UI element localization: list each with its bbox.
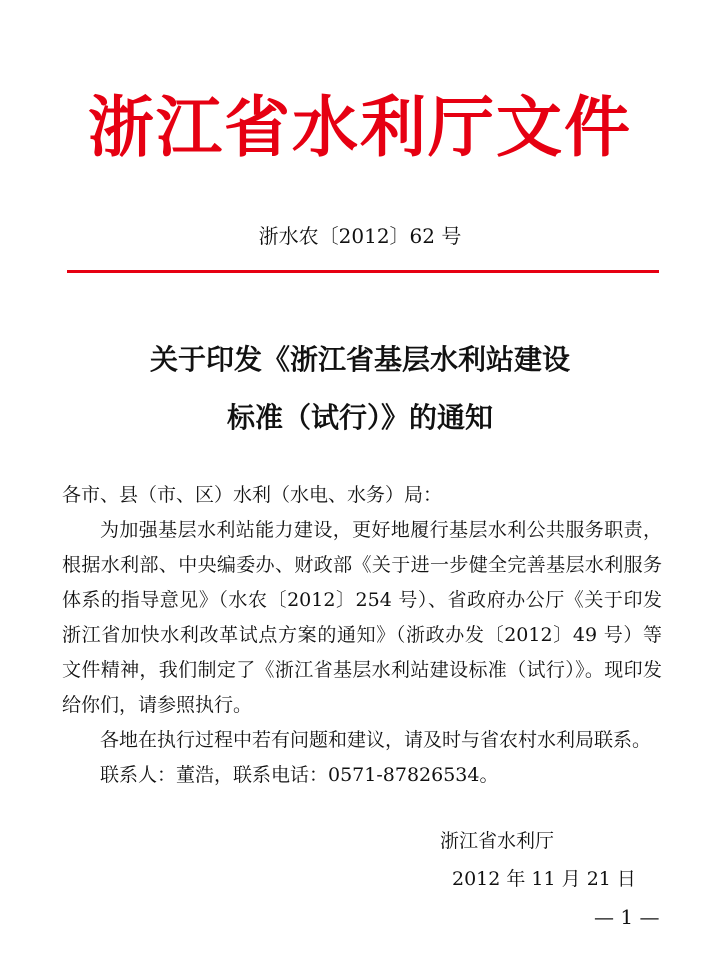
page-number: — 1 — bbox=[594, 905, 660, 929]
contact-line: 联系人：董浩，联系电话：0571-87826534。 bbox=[100, 764, 499, 786]
document-body bbox=[62, 478, 662, 793]
salutation: 各市、县（市、区）水利（水电、水务）局： bbox=[62, 484, 443, 506]
document-title-line-2: 标准（试行）》的通知 bbox=[226, 401, 493, 434]
issuer-banner: 浙江省水利厅文件 bbox=[88, 89, 632, 166]
body-paragraph-2: 各地在执行过程中若有问题和建议，请及时与省农村水利局联系。 bbox=[100, 729, 652, 751]
signature-date: 2012 年 11 月 21 日 bbox=[452, 868, 636, 890]
header-divider bbox=[67, 270, 659, 273]
document-title-line-1: 关于印发《浙江省基层水利站建设 bbox=[149, 343, 570, 376]
document-number: 浙水农〔2012〕62 号 bbox=[258, 224, 462, 248]
signature-organization: 浙江省水利厅 bbox=[440, 830, 555, 852]
body-paragraph-1: 为加强基层水利站能力建设，更好地履行基层水利公共服务职责，根据水利部、中央编委办、财政部《关于进一步健全完善基层水利服务体系的指导意见》（水农〔2012〕254 号）、省政府办公厅《关于印发浙江省加快水利改革试点方案的通知》（浙政办发〔2012〕49 号）等文件精神，我们制定了《浙江省基层水利站建设标准（试行）》。现印发给你们，请参照执行。 bbox=[62, 519, 662, 716]
